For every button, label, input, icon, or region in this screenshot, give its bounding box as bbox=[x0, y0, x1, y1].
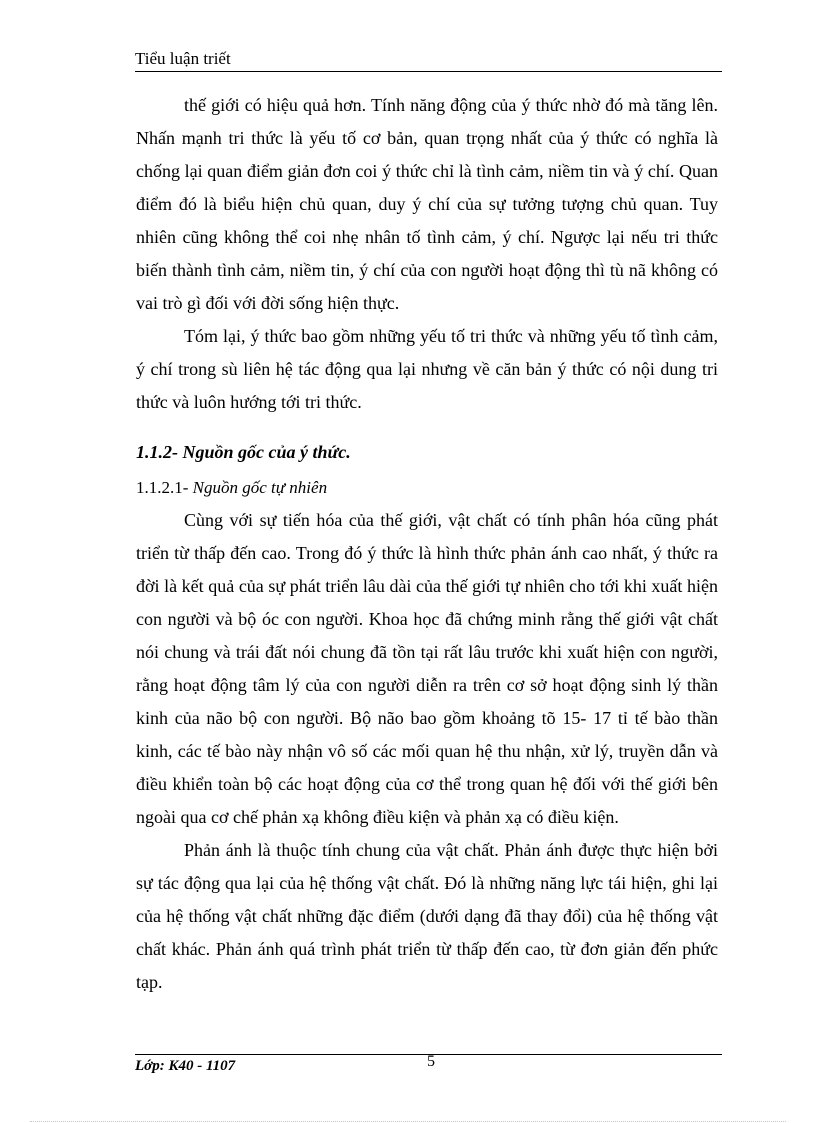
header-divider bbox=[135, 71, 722, 72]
section-heading: 1.1.2- Nguồn gốc của ý thức. bbox=[136, 442, 351, 462]
subsection-heading bbox=[136, 471, 718, 504]
page-header: Tiểu luận triết bbox=[135, 49, 231, 68]
paragraph-2: Tóm lại, ý thức bao gồm những yếu tố tri thức và những yếu tố tình cảm, ý chí trong sù liên hệ tác động qua lại nhưng về căn bản ý thức có nội dung tri thức và luôn hướng tới tri thức. bbox=[136, 326, 718, 412]
document-body bbox=[136, 89, 718, 999]
subsection-title: Nguồn gốc tự nhiên bbox=[192, 478, 328, 497]
paragraph-1: thế giới có hiệu quả hơn. Tính năng động của ý thức nhờ đó mà tăng lên. Nhấn mạnh tri thức là yếu tố cơ bản, quan trọng nhất của ý thức có nghĩa là chống lại quan điểm giản đơn coi ý thức chỉ là tình cảm, niềm tin và ý chí. Quan điểm đó là biểu hiện chủ quan, duy ý chí của sự tưởng tượng chủ quan. Tuy nhiên cũng không thể coi nhẹ nhân tố tình cảm, ý chí. Ngược lại nếu tri thức biến thành tình cảm, niềm tin, ý chí của con người hoạt động thì tù nã không có vai trò gì đối với đời sống hiện thực. bbox=[136, 95, 718, 313]
page-number: 5 bbox=[427, 1053, 435, 1070]
page-bottom-border bbox=[30, 1121, 786, 1122]
paragraph-4: Phản ánh là thuộc tính chung của vật chất. Phản ánh được thực hiện bởi sự tác động qua lại của hệ thống vật chất. Đó là những năng lực tái hiện, ghi lại của hệ thống vật chất những đặc điểm (dưới dạng đã thay đổi) của hệ thống vật chất khác. Phản ánh quá trình phát triển từ thấp đến cao, từ đơn giản đến phức tạp. bbox=[136, 840, 718, 992]
paragraph-3: Cùng với sự tiến hóa của thế giới, vật chất có tính phân hóa cũng phát triển từ thấp đến cao. Trong đó ý thức là hình thức phản ánh cao nhất, ý thức ra đời là kết quả của sự phát triển lâu dài của thế giới tự nhiên cho tới khi xuất hiện con người và bộ óc con người. Khoa học đã chứng minh rằng thế giới vật chất nói chung và trái đất nói chung đã tồn tại rất lâu trước khi xuất hiện con người, rằng hoạt động tâm lý của con người diễn ra trên cơ sở hoạt động sinh lý thần kinh của não bộ con người. Bộ não bao gồm khoảng tõ 15- 17 tỉ tế bào thần kinh, các tế bào này nhận vô số các mối quan hệ thu nhận, xử lý, truyền dẫn và điều khiển toàn bộ các hoạt động của cơ thể trong quan hệ đối với thế giới bên ngoài qua cơ chế phản xạ không điều kiện và phản xạ có điều kiện. bbox=[136, 510, 718, 827]
footer-class-label: Lớp: K40 - 1107 bbox=[135, 1058, 236, 1074]
subsection-number: 1.1.2.1- bbox=[136, 478, 189, 497]
